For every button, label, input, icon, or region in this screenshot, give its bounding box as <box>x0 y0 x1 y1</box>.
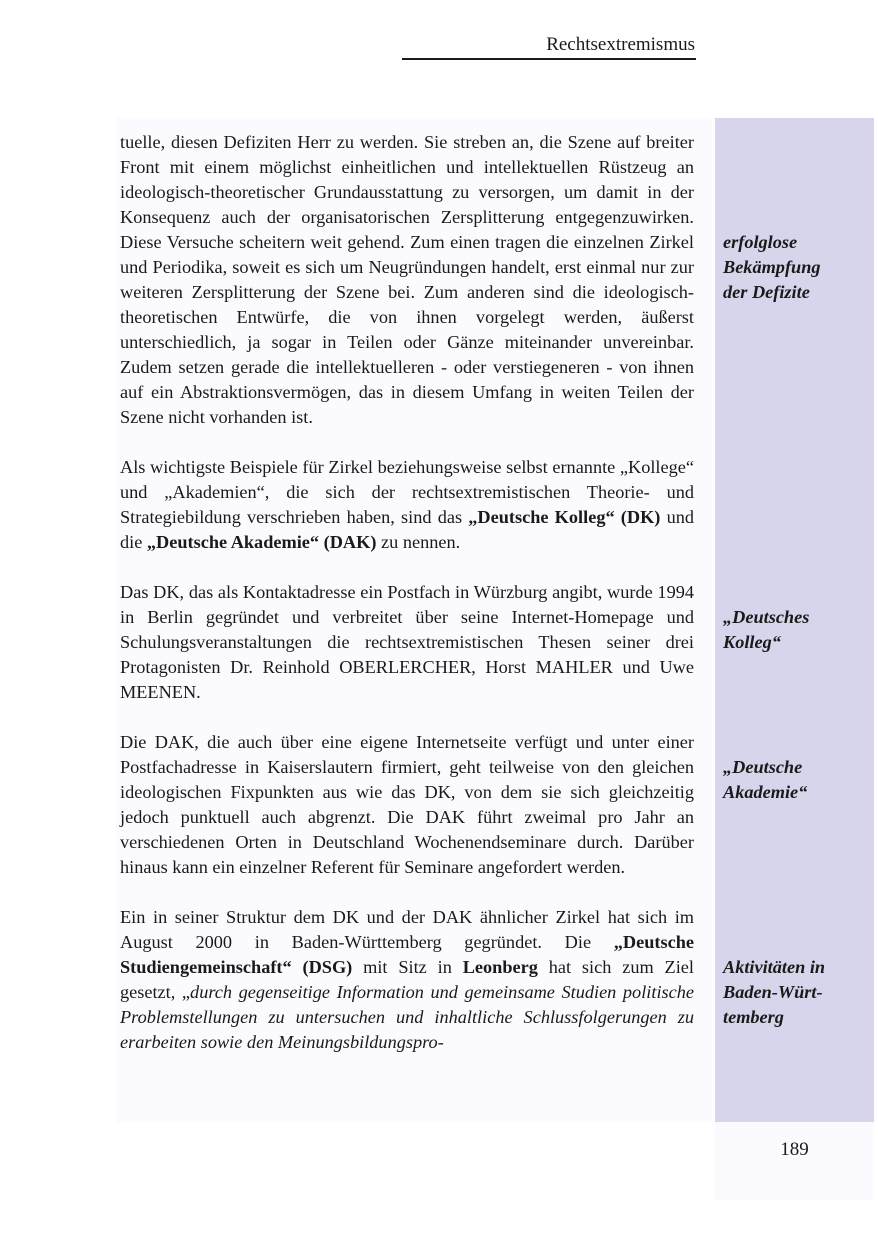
margin-note-line: temberg <box>723 1007 784 1027</box>
paragraph-dsg <box>120 905 694 1055</box>
margin-note-line: „Deutsches <box>723 607 810 627</box>
margin-note-deutsches-kolleg <box>723 605 871 655</box>
margin-note-baden-wuerttemberg <box>723 955 871 1030</box>
margin-note-line: Akademie“ <box>723 782 808 802</box>
paragraph-defizite: tuelle, diesen Defiziten Herr zu werden. Sie streben an, die Szene auf breiter Front mit einem möglichst einheitlichen und intellektuellen Rüstzeug an ideologisch-theoretischer Grundausstattung zu versorgen, um damit in der Konsequenz auch der organisatorischen Zersplitterung entgegenzuwirken. Diese Versuche scheitern weit gehend. Zum einen tragen die einzelnen Zirkel und Periodika, soweit es sich um Neugründungen handelt, erst einmal nur zur weiteren Zersplitterung der Szene bei. Zum anderen sind die ideologisch-theoretischen Entwürfe, die von ihnen vorgelegt werden, äußerst unterschiedlich, ja sogar in Teilen oder Gänze miteinander unvereinbar. Zudem setzen gerade die intellektuelleren - oder verstiegeneren - von ihnen auf ein Abstraktionsvermögen, das in diesem Umfang in weiten Teilen der Szene nicht vorhanden ist. <box>120 132 694 427</box>
margin-note-line: Baden-Würt- <box>723 982 823 1002</box>
margin-note-deutsche-akademie <box>723 755 871 805</box>
bold-term-dak: „Deutsche Akademie“ (DAK) <box>146 532 377 552</box>
text-run: mit Sitz in <box>352 957 463 977</box>
text-run: Als wichtigste Beispiele für Zirkel beziehungsweise selbst ernannte „Kollege“ und „Akademien“, die sich der rechtsextremistischen Theorie- und Strategiebildung verschrieben haben, sind das <box>120 457 694 527</box>
bold-term-dsg: „Deutsche Studiengemeinschaft“ (DSG) <box>120 932 694 977</box>
text-run: zu nennen. <box>376 532 461 552</box>
body-text <box>120 130 694 1080</box>
margin-note-line: Bekämpfung <box>723 257 821 277</box>
page-number: 189 <box>780 1139 809 1160</box>
margin-note-line: erfolglose <box>723 232 798 252</box>
paragraph-dak: Die DAK, die auch über eine eigene Internetseite verfügt und unter einer Postfachadresse in Kaiserslautern firmiert, geht teilweise von den gleichen ideologischen Fixpunkten aus wie das DK, von dem sie sich gleichzeitig jedoch punktuell auch abgrenzt. Die DAK führt zweimal pro Jahr an verschiedenen Orten in Deutschland Wochenendseminare durch. Darüber hinaus kann ein einzelner Referent für Seminare angefordert werden. <box>120 732 694 877</box>
margin-note-line: Aktivitäten in <box>723 957 826 977</box>
margin-note-defizite <box>723 230 871 305</box>
running-header-title: Rechtsextremismus <box>546 34 695 55</box>
bold-term-dk: „Deutsche Kolleg“ (DK) <box>468 507 661 527</box>
margin-note-line: „Deutsche <box>723 757 803 777</box>
text-run: hat sich zum Ziel gesetzt, „ <box>120 957 694 1002</box>
italic-quote: durch gegenseitige Information und gemeinsame Studien politische Problemstellungen zu untersuchen und inhaltliche Schlussfolgerungen zu erarbeiten sowie den Meinungsbildungspro- <box>120 982 695 1052</box>
paragraph-dk: Das DK, das als Kontaktadresse ein Postfach in Würzburg angibt, wurde 1994 in Berlin gegründet und verbreitet über seine Internet-Homepage und Schulungsveranstaltungen die rechtsextremistischen Thesen seiner drei Protagonisten Dr. Reinhold OBERLERCHER, Horst MAHLER und Uwe MEENEN. <box>120 582 694 702</box>
paragraph-beispiele <box>120 455 694 555</box>
margin-note-line: Kolleg“ <box>723 632 781 652</box>
header-rule <box>402 58 696 60</box>
margin-note-line: der Defizite <box>723 282 810 302</box>
text-run: und die <box>120 507 695 552</box>
bold-term-leonberg: Leonberg <box>462 957 538 977</box>
text-run: Ein in seiner Struktur dem DK und der DAK ähnlicher Zirkel hat sich im August 2000 in Baden-Württemberg gegründet. Die <box>120 907 694 952</box>
